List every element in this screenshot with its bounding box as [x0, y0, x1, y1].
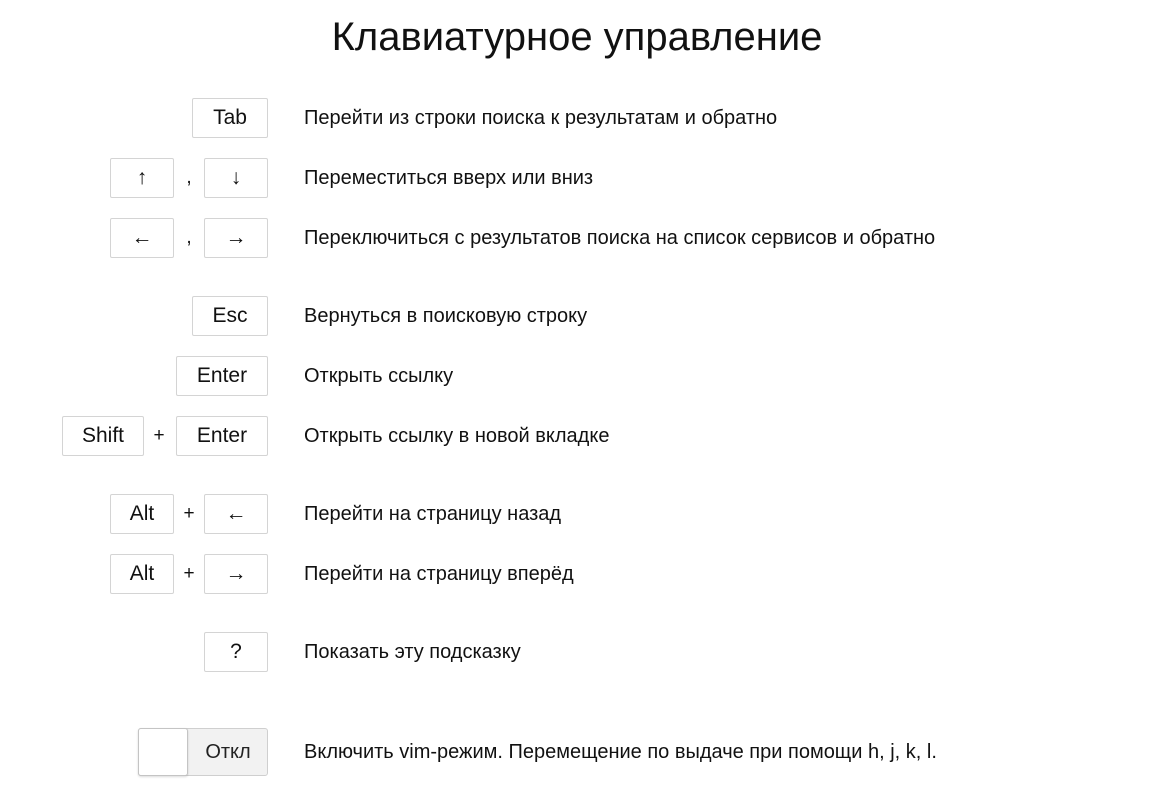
shortcut-row-esc	[0, 296, 1154, 338]
shortcut-description: Открыть ссылку	[304, 365, 454, 387]
shortcut-row-help	[0, 632, 1154, 674]
key-separator: +	[153, 425, 165, 446]
page-title: Клавиатурное управление	[331, 15, 823, 59]
key-esc[interactable]: Esc	[192, 296, 268, 336]
key-separator: +	[183, 503, 195, 524]
key-question[interactable]: ?	[204, 632, 268, 672]
shortcut-row-alt-right	[0, 554, 1154, 596]
shortcut-row-enter	[0, 356, 1154, 398]
key-arrow-up[interactable]: ↑	[110, 158, 174, 198]
shortcut-description: Перейти из строки поиска к результатам и обратно	[304, 107, 778, 129]
shortcut-description: Показать эту подсказку	[304, 641, 521, 663]
key-separator: ,	[186, 167, 192, 188]
key-tab[interactable]: Tab	[192, 98, 268, 138]
shortcut-row-alt-left	[0, 494, 1154, 536]
key-enter[interactable]: Enter	[176, 356, 268, 396]
shortcut-description: Открыть ссылку в новой вкладке	[304, 425, 610, 447]
shortcut-description: Перейти на страницу вперёд	[304, 563, 574, 585]
vim-mode-row	[0, 728, 1154, 778]
key-arrow-left[interactable]: ←	[110, 218, 174, 258]
key-separator: ,	[186, 227, 192, 248]
vim-mode-description: Включить vim-режим. Перемещение по выдаче при помощи h, j, k, l.	[304, 741, 937, 763]
key-arrow-right[interactable]: →	[204, 554, 268, 594]
vim-mode-toggle[interactable]	[138, 728, 268, 776]
key-arrow-left[interactable]: ←	[204, 494, 268, 534]
shortcut-description: Переключиться с результатов поиска на список сервисов и обратно	[304, 227, 936, 249]
shortcut-row-tab	[0, 98, 1154, 140]
shortcut-row-shift-enter	[0, 416, 1154, 458]
key-arrow-right[interactable]: →	[204, 218, 268, 258]
key-arrow-down[interactable]: ↓	[204, 158, 268, 198]
key-alt[interactable]: Alt	[110, 494, 174, 534]
toggle-knob[interactable]	[138, 728, 188, 776]
shortcut-description: Переместиться вверх или вниз	[304, 167, 594, 189]
toggle-label: Откл	[205, 741, 251, 763]
shortcut-row-up-down	[0, 158, 1154, 200]
key-shift[interactable]: Shift	[62, 416, 144, 456]
key-separator: +	[183, 563, 195, 584]
shortcut-description: Перейти на страницу назад	[304, 503, 562, 525]
key-enter[interactable]: Enter	[176, 416, 268, 456]
shortcut-description: Вернуться в поисковую строку	[304, 305, 588, 327]
key-alt[interactable]: Alt	[110, 554, 174, 594]
shortcut-row-left-right	[0, 218, 1154, 260]
